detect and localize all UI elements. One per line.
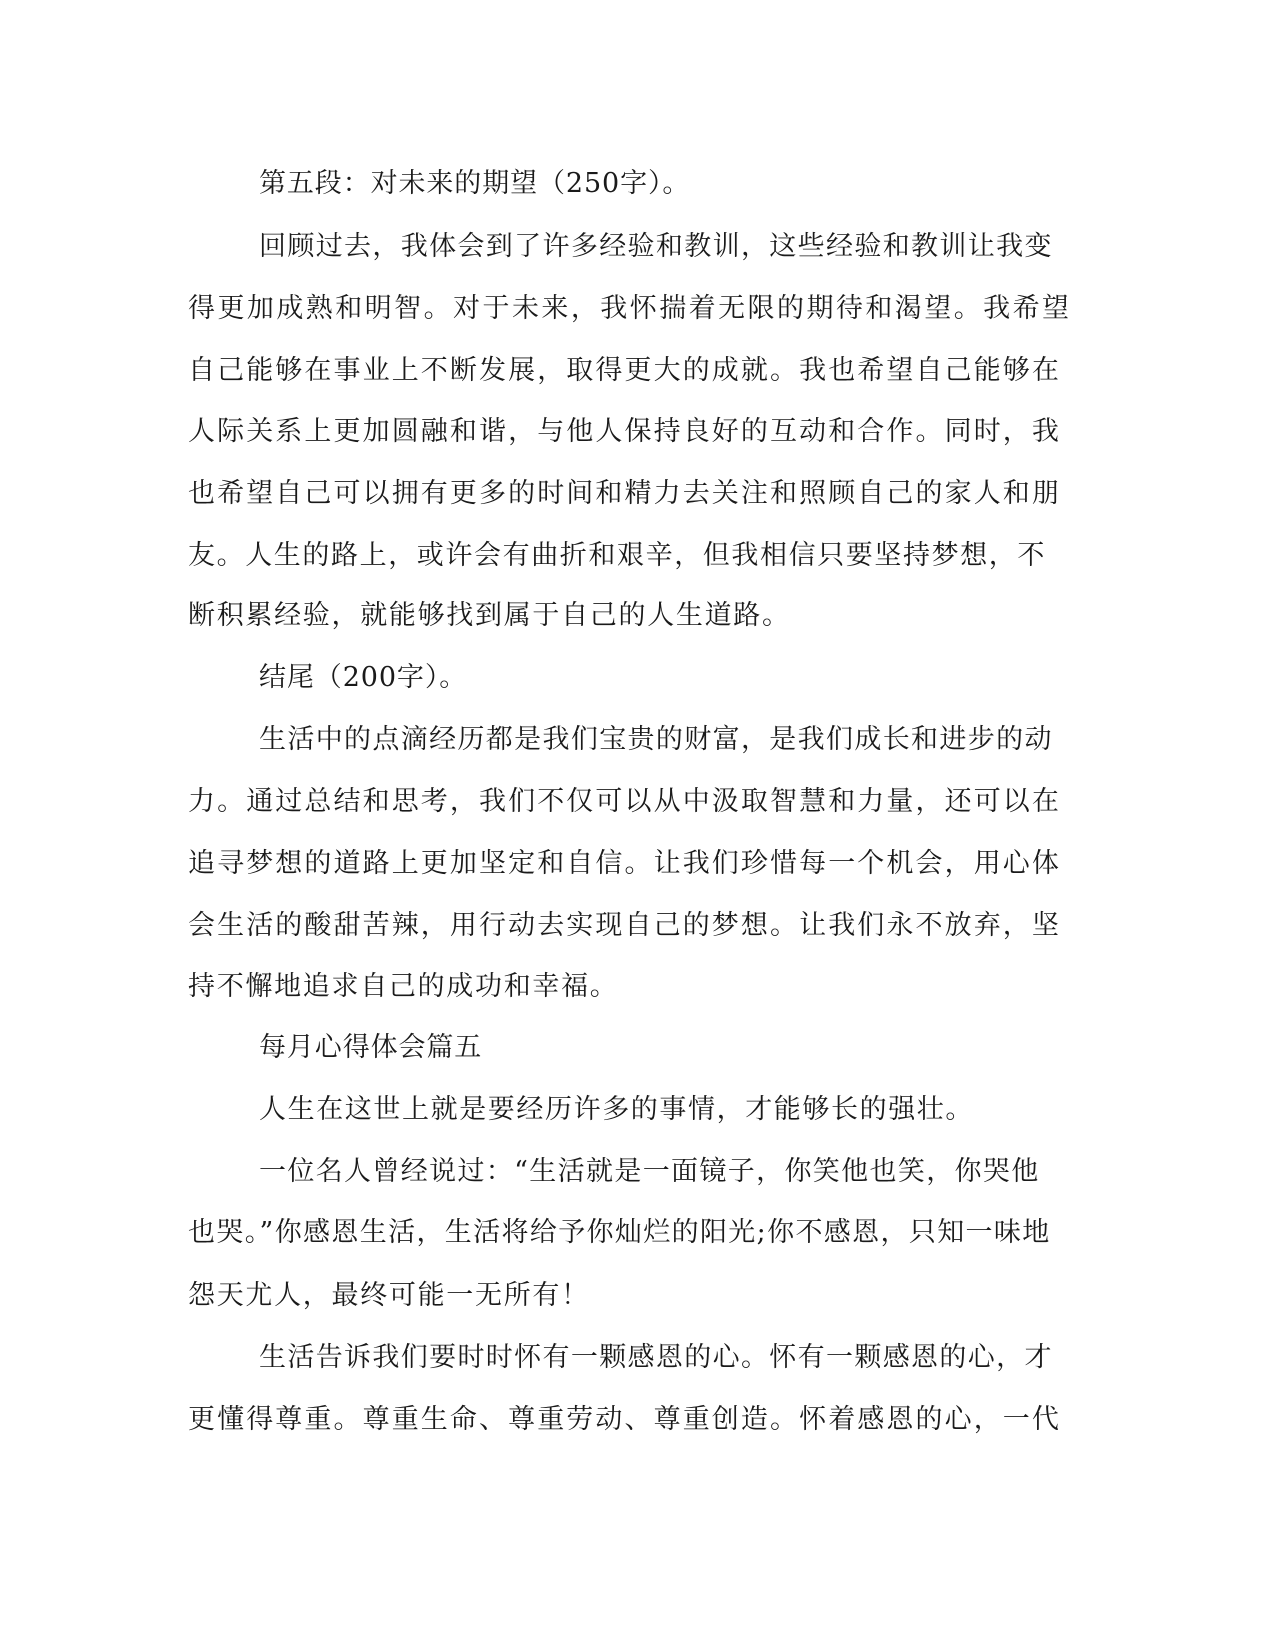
paragraph-line: 断积累经验，就能够找到属于自己的人生道路。 <box>188 600 791 631</box>
paragraph-line: 人际关系上更加圆融和谐，与他人保持良好的互动和合作。同时，我 <box>188 416 1061 447</box>
paragraph-line: 怨天尤人，最终可能一无所有！ <box>188 1280 590 1311</box>
paragraph-line: 生活中的点滴经历都是我们宝贵的财富，是我们成长和进步的动 <box>259 724 1053 755</box>
paragraph-line: 一位名人曾经说过：“生活就是一面镜子，你笑他也笑，你哭他 <box>259 1156 1040 1187</box>
paragraph-line: 更懂得尊重。尊重生命、尊重劳动、尊重创造。怀着感恩的心，一代 <box>188 1404 1061 1435</box>
paragraph-line: 追寻梦想的道路上更加坚定和自信。让我们珍惜每一个机会，用心体 <box>188 848 1061 879</box>
paragraph-line: 也希望自己可以拥有更多的时间和精力去关注和照顾自己的家人和朋 <box>188 478 1061 509</box>
paragraph-line: 会生活的酸甜苦辣，用行动去实现自己的梦想。让我们永不放弃，坚 <box>188 910 1061 941</box>
paragraph-line: 友。人生的路上，或许会有曲折和艰辛，但我相信只要坚持梦想，不 <box>188 540 1046 571</box>
paragraph-line: 得更加成熟和明智。对于未来，我怀揣着无限的期待和渴望。我希望 <box>188 293 1072 324</box>
paragraph-line: 回顾过去，我体会到了许多经验和教训，这些经验和教训让我变 <box>259 231 1053 262</box>
paragraph-line: 生活告诉我们要时时怀有一颗感恩的心。怀有一颗感恩的心，才 <box>259 1342 1053 1373</box>
section-heading-ending: 结尾（200字）。 <box>259 662 468 693</box>
paragraph-line: 人生在这世上就是要经历许多的事情，才能够长的强壮。 <box>259 1094 974 1125</box>
section-heading-part-five: 第五段：对未来的期望（250字）。 <box>259 168 691 199</box>
paragraph-line: 力。通过总结和思考，我们不仅可以从中汲取智慧和力量，还可以在 <box>188 786 1061 817</box>
paragraph-line: 自己能够在事业上不断发展，取得更大的成就。我也希望自己能够在 <box>188 355 1061 386</box>
paragraph-line: 持不懈地追求自己的成功和幸福。 <box>188 971 619 1002</box>
paragraph-line: 也哭。”你感恩生活，生活将给予你灿烂的阳光;你不感恩，只知一味地 <box>188 1217 1051 1248</box>
article-title: 每月心得体会篇五 <box>259 1032 483 1063</box>
